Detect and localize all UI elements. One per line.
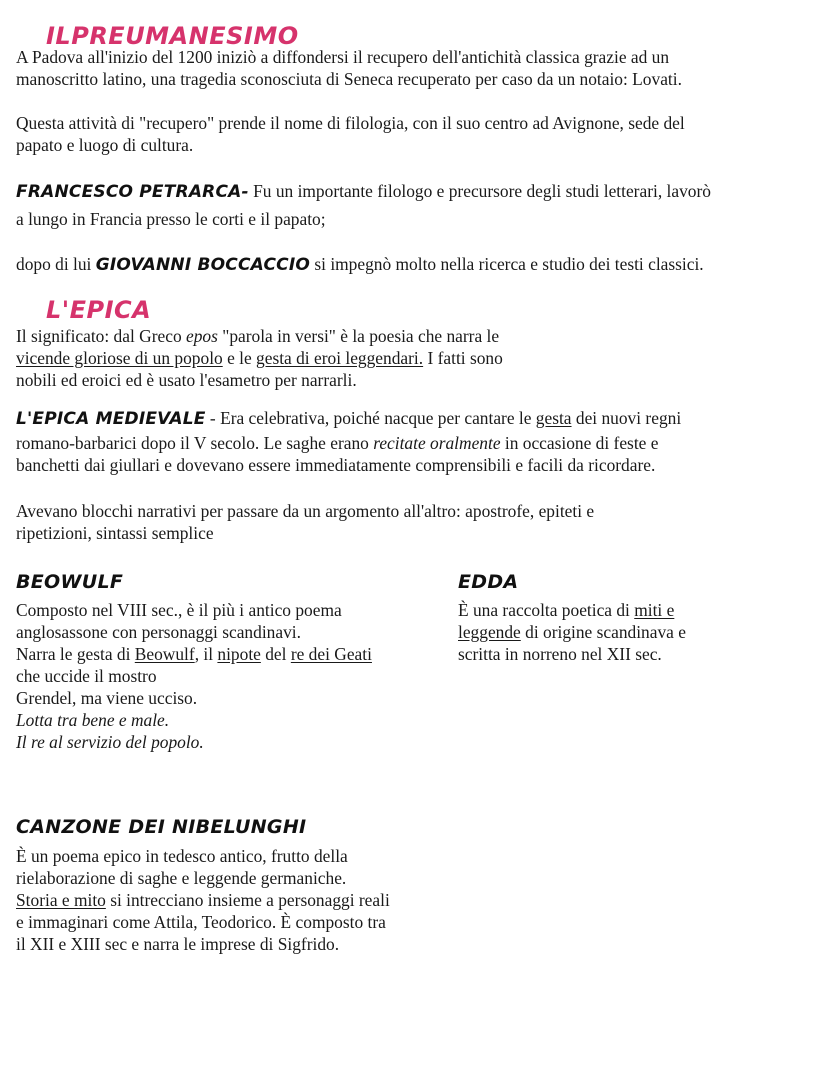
beowulf-line-5: Grendel, ma viene ucciso. [16, 688, 198, 708]
nibelunghi-storia: Storia e mito [16, 890, 106, 910]
medievale-paragraph [16, 405, 681, 476]
intro-paragraph [16, 46, 682, 90]
blocchi-paragraph [16, 500, 594, 544]
epica-def-a: Il significato: dal Greco [16, 326, 186, 346]
epica-def-line-3: nobili ed eroici ed è usato l'esametro per narrarli. [16, 370, 357, 390]
beowulf-l3b: , il [194, 644, 218, 664]
epica-def-underline-2: gesta di eroi leggendari. [256, 348, 424, 368]
intro-line-2: manoscritto latino, una tragedia sconosciuta di Seneca recuperato per caso da un notaio: Lovati. [16, 69, 682, 89]
beowulf-re: re dei Geati [290, 644, 372, 664]
nibelunghi-line-5: il XII e XIII sec e narra le imprese di Sigfrido. [16, 934, 340, 954]
medievale-line-2a: romano-barbarici dopo il V secolo. Le saghe erano [16, 433, 374, 453]
blocchi-line-2: ripetizioni, sintassi semplice [16, 523, 214, 543]
medievale-gesta: gesta [535, 408, 572, 428]
medievale-line-2b: in occasione di feste e [500, 433, 659, 453]
medievale-line-3: banchetti dai giullari e dovevano essere immediatamente comprensibili e facili da ricordare. [16, 455, 656, 475]
beowulf-line-4: che uccide il mostro [16, 666, 157, 686]
boccaccio-post: si impegnò molto nella ricerca e studio dei testi classici. [310, 254, 704, 274]
edda-heading: EDDA [458, 571, 519, 593]
epica-definition [16, 325, 503, 391]
beowulf-line-6: Lotta tra bene e male. [16, 710, 170, 730]
epica-def-c: e le [222, 348, 257, 368]
beowulf-line-1: Composto nel VIII sec., è il più i antico poema [16, 600, 342, 620]
blocchi-line-1: Avevano blocchi narrativi per passare da un argomento all'altro: apostrofe, epiteti e [16, 501, 595, 521]
filologia-paragraph [16, 112, 685, 156]
epica-def-b: "parola in versi" è la poesia che narra le [217, 326, 500, 346]
epica-def-epos: epos [185, 326, 218, 346]
petrarca-line-2: a lungo in Francia presso le corti e il papato; [16, 209, 326, 229]
beowulf-line-7: Il re al servizio del popolo. [16, 732, 204, 752]
beowulf-name: Beowulf [134, 644, 195, 664]
beowulf-l3a: Narra le gesta di [16, 644, 135, 664]
beowulf-l3c: del [260, 644, 291, 664]
boccaccio-heading: GIOVANNI BOCCACCIO [95, 255, 311, 275]
edda-line-3: scritta in norreno nel XII sec. [458, 644, 662, 664]
boccaccio-paragraph [16, 251, 704, 278]
nibelunghi-line-1: È un poema epico in tedesco antico, frutto della [16, 846, 348, 866]
boccaccio-pre: dopo di lui [16, 254, 96, 274]
beowulf-paragraph [16, 599, 372, 753]
edda-l1a: È una raccolta poetica di [458, 600, 635, 620]
edda-miti: miti e [634, 600, 675, 620]
edda-paragraph [458, 599, 686, 665]
nibelunghi-heading: CANZONE DEI NIBELUNGHI [16, 816, 307, 838]
title-preumanesimo: ILPREUMANESIMO [46, 22, 299, 50]
epica-def-underline-1: vicende gloriose di un popolo [16, 348, 223, 368]
petrarca-text: Fu un importante filologo e precursore degli studi letterari, lavorò [248, 181, 711, 201]
edda-leggende: leggende [458, 622, 521, 642]
petrarca-heading: FRANCESCO PETRARCA- [16, 182, 249, 202]
filologia-line-2: papato e luogo di cultura. [16, 135, 194, 155]
intro-line-1: A Padova all'inizio del 1200 iniziò a diffondersi il recupero dell'antichità classica grazie ad un [16, 47, 670, 67]
medievale-a: - Era celebrativa, poiché nacque per cantare le [205, 408, 536, 428]
title-epica: L'EPICA [46, 296, 152, 324]
nibelunghi-line-4: e immaginari come Attila, Teodorico. È composto tra [16, 912, 386, 932]
nibelunghi-line-2: rielaborazione di saghe e leggende germaniche. [16, 868, 347, 888]
beowulf-line-2: anglosassone con personaggi scandinavi. [16, 622, 301, 642]
edda-l2b: di origine scandinava e [520, 622, 686, 642]
epica-def-d: I fatti sono [423, 348, 503, 368]
medievale-b: dei nuovi regni [571, 408, 682, 428]
nibelunghi-l3b: si intrecciano insieme a personaggi reali [105, 890, 390, 910]
medievale-recitate: recitate oralmente [373, 433, 501, 453]
nibelunghi-paragraph [16, 845, 390, 955]
medievale-heading: L'EPICA MEDIEVALE [16, 409, 206, 429]
beowulf-nipote: nipote [217, 644, 261, 664]
beowulf-heading: BEOWULF [16, 571, 124, 593]
filologia-line-1: Questa attività di "recupero" prende il nome di filologia, con il suo centro ad Avignone, sede del [16, 113, 685, 133]
petrarca-paragraph [16, 178, 711, 233]
